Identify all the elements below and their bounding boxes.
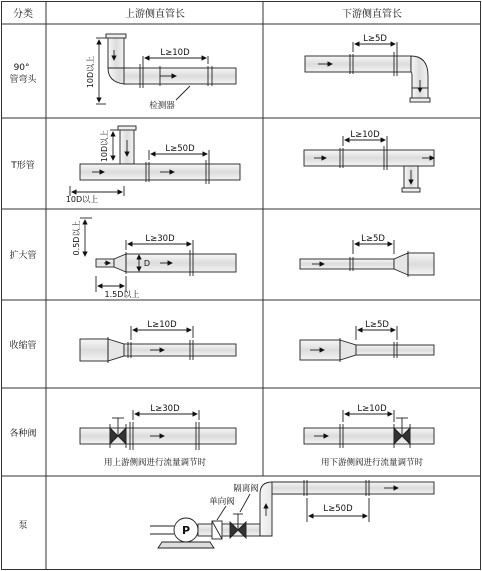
valve-downstream-length: L≥10D	[357, 404, 387, 414]
tee-downstream-length: L≥10D	[350, 130, 380, 140]
elbow-upstream-straight: 10D以上	[86, 55, 95, 89]
reducer-downstream-diagram	[300, 326, 434, 362]
header-category: 分类	[13, 9, 33, 20]
valve-upstream-length: L≥30D	[150, 404, 180, 414]
expander-upstream-length: L≥30D	[145, 234, 175, 244]
category-elbow-line1: 90°	[13, 63, 30, 73]
header-upstream: 上游侧直管长	[125, 9, 185, 20]
tee-upstream-vertical: 10D以上	[100, 129, 109, 163]
elbow-downstream-diagram	[305, 42, 430, 102]
pump-check-valve-label: 单向阀	[209, 497, 235, 507]
valve-downstream-caption: 用下游侧阀进行流量调节时	[320, 458, 424, 468]
elbow-upstream-detector: 检测器	[149, 101, 175, 111]
expander-upstream-horizontal: 1.5D以上	[104, 290, 140, 299]
expander-upstream-diagram	[80, 218, 236, 292]
elbow-upstream-length: L≥10D	[160, 48, 190, 58]
category-pump: 泵	[18, 521, 28, 531]
elbow-downstream-length: L≥5D	[363, 34, 387, 44]
reducer-upstream-length: L≥10D	[147, 320, 177, 330]
category-reducer: 收缩管	[9, 341, 37, 351]
category-elbow	[9, 63, 37, 85]
reducer-upstream-diagram	[80, 326, 236, 363]
tee-upstream-diagram	[70, 126, 240, 196]
valve-downstream-diagram	[304, 410, 434, 448]
valve-upstream-diagram	[80, 410, 236, 450]
pump-length: L≥50D	[323, 504, 353, 514]
pump-symbol: P	[181, 524, 191, 537]
expander-downstream-length: L≥5D	[361, 234, 385, 244]
tee-upstream-length: L≥50D	[165, 144, 195, 154]
category-expander: 扩大管	[9, 251, 37, 261]
tee-downstream-diagram	[304, 136, 434, 192]
expander-downstream-diagram	[300, 240, 434, 277]
reducer-downstream-length: L≥5D	[365, 320, 389, 330]
pump-diagram	[150, 480, 434, 548]
expander-upstream-vertical: 0.5D以上	[72, 220, 81, 256]
header-downstream: 下游侧直管长	[342, 9, 402, 20]
category-tee: T形管	[11, 161, 35, 171]
expander-upstream-diameter: D	[143, 259, 151, 268]
category-elbow-line2: 管弯头	[9, 75, 37, 85]
category-valve: 各种阀	[9, 429, 37, 439]
pump-isolation-valve-label: 隔离阀	[233, 484, 259, 494]
tee-upstream-horizontal: 10D以上	[65, 195, 99, 204]
valve-upstream-caption: 用上游侧阀进行流量调节时	[103, 458, 207, 468]
elbow-upstream-diagram	[96, 34, 236, 104]
